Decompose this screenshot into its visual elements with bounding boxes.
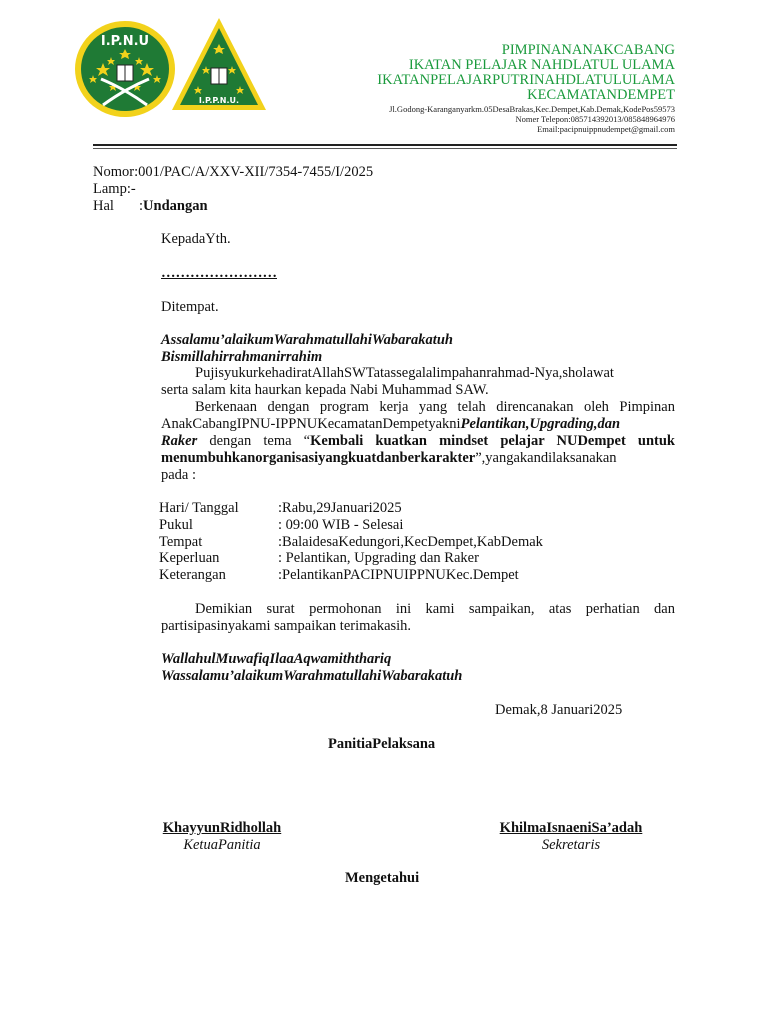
letterhead-rule xyxy=(93,144,677,146)
para2-line1 xyxy=(195,399,675,416)
bismillah: Bismillahirrahmanirrahim xyxy=(161,349,323,365)
para2-line2 xyxy=(161,416,675,433)
detail-label-place: Tempat xyxy=(159,534,203,550)
detail-value-note: :PelantikanPACIPNUIPPNUKec.Dempet xyxy=(278,567,519,583)
para2-line4-a: menumbuhkanorganisasiyangkuatdanberkarakter xyxy=(161,450,476,466)
org-email: Email:pacipnuippnudempet@gmail.com xyxy=(537,124,675,134)
recipient-salutation: KepadaYth. xyxy=(161,231,231,247)
detail-value-date: :Rabu,29Januari2025 xyxy=(278,500,402,516)
para2-line4-b: ”,yangakandilaksanakan xyxy=(475,450,617,466)
para2-line2-b: Pelantikan,Upgrading,dan xyxy=(460,416,621,432)
para2-line5: pada : xyxy=(161,467,197,483)
closing-greeting: Wassalamu’alaikumWarahmatullahiWabarakatuh xyxy=(161,668,463,684)
para2-line3-a: Raker xyxy=(161,433,198,449)
para2-line3 xyxy=(161,433,675,450)
committee-title: PanitiaPelaksana xyxy=(328,736,436,752)
letter-number: Nomor:001/PAC/A/XXV-XII/7354-7455/I/2025 xyxy=(93,164,374,180)
detail-label-time: Pukul xyxy=(159,517,193,533)
org-line-3: IKATANPELAJARPUTRINAHDLATULULAMA xyxy=(377,72,675,88)
org-line-2: IKATAN PELAJAR NAHDLATUL ULAMA xyxy=(408,57,675,73)
opening-greeting: Assalamu’alaikumWarahmatullahiWabarakatuh xyxy=(161,332,453,348)
detail-label-note: Keterangan xyxy=(159,567,226,583)
recipient-name-placeholder: …………………… xyxy=(161,265,277,281)
para2-line2-a: AnakCabangIPNU-IPPNUKecamatanDempetyakni xyxy=(161,416,461,432)
org-phone: Nomer Telepon:085714392013/085848964976 xyxy=(515,114,675,124)
subject-value: Undangan xyxy=(143,198,208,214)
closing-line1 xyxy=(195,601,675,618)
detail-value-purpose: : Pelantikan, Upgrading dan Raker xyxy=(278,550,479,566)
para1-line2: serta salam kita haurkan kepada Nabi Muhammad SAW. xyxy=(161,382,489,398)
letter-subject xyxy=(139,198,208,215)
detail-value-place: :BalaidesaKedungori,KecDempet,KabDemak xyxy=(278,534,543,550)
org-address: Jl.Godong-Karanganyarkm.05DesaBrakas,Kec.Dempet,Kab.Demak,KodePos59573 xyxy=(389,104,675,114)
letterhead-rule-thin xyxy=(93,148,677,149)
signature-chair xyxy=(143,820,301,854)
acknowledgement-label: Mengetahui xyxy=(345,870,420,886)
para2-line1-text: Berkenaan dengan program kerja yang telah direncanakan oleh Pimpinan xyxy=(195,399,675,415)
signature-chair-role: KetuaPanitia xyxy=(183,837,261,853)
ippnu-logo-text: I.P.P.N.U. xyxy=(198,96,240,105)
para2-line3-c: Kembali kuatkan mindset pelajar NUDempet untuk xyxy=(310,433,675,449)
letter-attachment: Lamp:- xyxy=(93,181,136,197)
ipnu-logo xyxy=(73,19,177,119)
signature-secretary xyxy=(480,820,662,854)
para2-line4 xyxy=(161,450,617,467)
ippnu-logo xyxy=(168,14,270,114)
place-date: Demak,8 Januari2025 xyxy=(495,702,623,718)
signature-secretary-name: KhilmaIsnaeniSa’adah xyxy=(499,820,643,836)
signature-chair-name: KhayyunRidhollah xyxy=(162,820,282,836)
subject-sep: : xyxy=(139,198,144,214)
org-line-1: PIMPINANANAKCABANG xyxy=(501,42,675,58)
para2-line3-b: dengan tema “ xyxy=(197,433,311,449)
org-line-4: KECAMATANDEMPET xyxy=(527,87,675,103)
recipient-place: Ditempat. xyxy=(161,299,219,315)
closing-prayer: WallahulMuwafiqIlaaAqwamiththariq xyxy=(161,651,392,667)
ipnu-logo-text: I.P.N.U xyxy=(100,34,150,49)
letter-subject-label: Hal xyxy=(93,198,114,214)
detail-label-purpose: Keperluan xyxy=(159,550,220,566)
signature-secretary-role: Sekretaris xyxy=(541,837,601,853)
closing-line2: partisipasinyakami sampaikan terimakasih. xyxy=(161,618,412,634)
para1-line1: PujisyukurkehadiratAllahSWTatassegalalimpahanrahmad-Nya,sholawat xyxy=(195,365,614,381)
closing-line1-text: Demikian surat permohonan ini kami sampaikan, atas perhatian dan xyxy=(195,601,675,617)
detail-label-date: Hari/ Tanggal xyxy=(159,500,239,516)
detail-value-time: : 09:00 WIB - Selesai xyxy=(278,517,404,533)
